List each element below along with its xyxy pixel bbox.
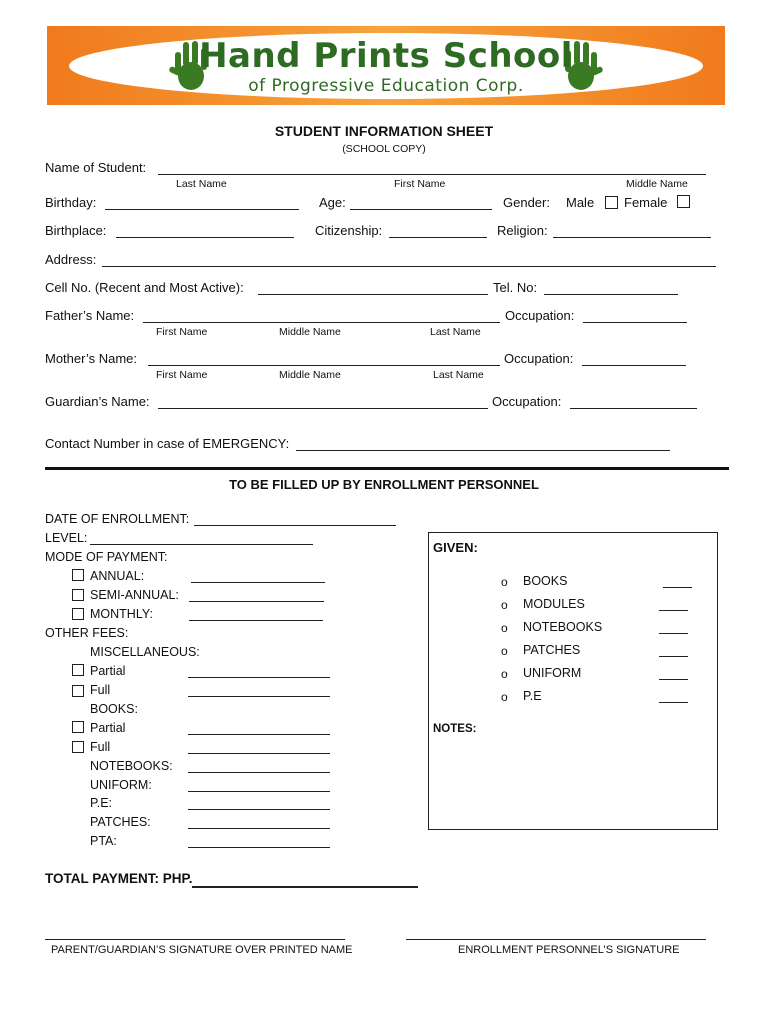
books-partial-label: Partial: [90, 721, 126, 735]
emergency-contact-label: Contact Number in case of EMERGENCY:: [45, 436, 290, 451]
father-last-name-caption: Last Name: [430, 326, 481, 338]
name-of-student-label: Name of Student:: [45, 160, 147, 175]
level-line[interactable]: [90, 544, 313, 545]
section-divider: [45, 467, 729, 470]
gender-label: Gender:: [503, 195, 550, 210]
guardian-occupation-line[interactable]: [570, 408, 697, 409]
citizenship-line[interactable]: [389, 237, 487, 238]
citizenship-label: Citizenship:: [315, 223, 383, 238]
school-name: Hand Prints School: [199, 36, 573, 76]
school-banner: [47, 26, 725, 105]
date-of-enrollment-line[interactable]: [194, 525, 396, 526]
age-line[interactable]: [350, 209, 492, 210]
patches-fee-line[interactable]: [188, 828, 330, 829]
parent-signature-caption: PARENT/GUARDIAN’S SIGNATURE OVER PRINTED NAME: [51, 944, 353, 956]
given-title: GIVEN:: [433, 540, 478, 555]
given-item-modules: MODULES: [523, 597, 585, 611]
given-item-patches: PATCHES: [523, 643, 581, 657]
annual-label: ANNUAL:: [90, 569, 145, 583]
religion-line[interactable]: [553, 237, 711, 238]
given-bullet: o: [501, 598, 508, 612]
given-bullet: o: [501, 621, 508, 635]
books-partial-checkbox[interactable]: [72, 721, 84, 733]
male-checkbox[interactable]: [605, 196, 618, 209]
total-payment-line[interactable]: [192, 886, 418, 888]
guardian-name-label: Guardian’s Name:: [45, 394, 150, 409]
semi-annual-line[interactable]: [189, 601, 324, 602]
given-item-notebooks: NOTEBOOKS: [523, 620, 603, 634]
monthly-label: MONTHLY:: [90, 607, 153, 621]
books-full-checkbox[interactable]: [72, 741, 84, 753]
mother-occupation-label: Occupation:: [504, 351, 574, 366]
guardian-occupation-label: Occupation:: [492, 394, 562, 409]
notebooks-fee-line[interactable]: [188, 772, 330, 773]
mother-occupation-line[interactable]: [582, 365, 686, 366]
guardian-name-line[interactable]: [158, 408, 488, 409]
father-name-label: Father’s Name:: [45, 308, 135, 323]
birthplace-line[interactable]: [116, 237, 294, 238]
books-partial-line[interactable]: [188, 734, 330, 735]
cell-no-line[interactable]: [258, 294, 488, 295]
books-full-label: Full: [90, 740, 111, 754]
total-payment-label: TOTAL PAYMENT: PHP.: [45, 871, 193, 886]
last-name-caption: Last Name: [176, 178, 227, 190]
pta-fee-line[interactable]: [188, 847, 330, 848]
given-bullet: o: [501, 667, 508, 681]
monthly-line[interactable]: [189, 620, 323, 621]
notes-label: NOTES:: [433, 723, 477, 735]
uniform-fee-line[interactable]: [188, 791, 330, 792]
annual-checkbox[interactable]: [72, 569, 84, 581]
misc-partial-checkbox[interactable]: [72, 664, 84, 676]
notebooks-fee-label: NOTEBOOKS:: [90, 759, 173, 773]
male-label: Male: [566, 195, 595, 210]
mother-first-name-caption: First Name: [156, 369, 208, 381]
name-of-student-line[interactable]: [158, 174, 706, 175]
misc-partial-label: Partial: [90, 664, 126, 678]
female-checkbox[interactable]: [677, 195, 690, 208]
tel-no-label: Tel. No:: [493, 280, 538, 295]
mother-last-name-caption: Last Name: [433, 369, 484, 381]
given-bullet: o: [501, 575, 508, 589]
other-fees-label: OTHER FEES:: [45, 626, 129, 640]
age-label: Age:: [319, 195, 346, 210]
page-subtitle: (SCHOOL COPY): [342, 143, 426, 155]
first-name-caption: First Name: [394, 178, 446, 190]
middle-name-caption: Middle Name: [626, 178, 688, 190]
given-patches-line[interactable]: [659, 656, 688, 657]
level-label: LEVEL:: [45, 531, 88, 545]
birthday-label: Birthday:: [45, 195, 97, 210]
father-occupation-line[interactable]: [583, 322, 687, 323]
books-full-line[interactable]: [188, 753, 330, 754]
patches-fee-label: PATCHES:: [90, 815, 151, 829]
cell-no-label: Cell No. (Recent and Most Active):: [45, 280, 244, 295]
given-bullet: o: [501, 690, 508, 704]
mother-name-line[interactable]: [148, 365, 500, 366]
religion-label: Religion:: [497, 223, 548, 238]
misc-partial-line[interactable]: [188, 677, 330, 678]
given-modules-line[interactable]: [659, 610, 688, 611]
address-line[interactable]: [102, 266, 716, 267]
misc-full-checkbox[interactable]: [72, 685, 84, 697]
given-bullet: o: [501, 644, 508, 658]
personnel-signature-caption: ENROLLMENT PERSONNEL’S SIGNATURE: [458, 944, 680, 956]
father-name-line[interactable]: [143, 322, 500, 323]
father-middle-name-caption: Middle Name: [279, 326, 341, 338]
pe-fee-label: P.E:: [90, 796, 113, 810]
mode-of-payment-label: MODE OF PAYMENT:: [45, 550, 168, 564]
mother-name-label: Mother’s Name:: [45, 351, 137, 366]
school-subtitle: of Progressive Education Corp.: [248, 76, 524, 96]
semi-annual-checkbox[interactable]: [72, 589, 84, 601]
misc-full-line[interactable]: [188, 696, 330, 697]
birthday-line[interactable]: [105, 209, 299, 210]
pta-fee-label: PTA:: [90, 834, 117, 848]
personnel-signature-line[interactable]: [406, 939, 706, 940]
given-box: [428, 532, 718, 830]
tel-no-line[interactable]: [544, 294, 678, 295]
female-label: Female: [624, 195, 668, 210]
monthly-checkbox[interactable]: [72, 608, 84, 620]
given-books-line[interactable]: [663, 587, 692, 588]
misc-full-label: Full: [90, 683, 111, 697]
miscellaneous-label: MISCELLANEOUS:: [90, 645, 200, 659]
enrollment-heading: TO BE FILLED UP BY ENROLLMENT PERSONNEL: [229, 477, 539, 492]
semi-annual-label: SEMI-ANNUAL:: [90, 588, 179, 602]
page-title: STUDENT INFORMATION SHEET: [274, 123, 494, 139]
date-of-enrollment-label: DATE OF ENROLLMENT:: [45, 512, 190, 526]
pe-fee-line[interactable]: [188, 809, 330, 810]
given-item-uniform: UNIFORM: [523, 666, 582, 680]
mother-middle-name-caption: Middle Name: [279, 369, 341, 381]
father-first-name-caption: First Name: [156, 326, 208, 338]
parent-signature-line[interactable]: [45, 939, 345, 940]
given-item-books: BOOKS: [523, 574, 568, 588]
annual-line[interactable]: [191, 582, 325, 583]
uniform-fee-label: UNIFORM:: [90, 778, 152, 792]
given-item-pe: P.E: [523, 689, 542, 703]
given-pe-line[interactable]: [659, 702, 688, 703]
birthplace-label: Birthplace:: [45, 223, 107, 238]
emergency-contact-line[interactable]: [296, 450, 670, 451]
given-uniform-line[interactable]: [659, 679, 688, 680]
given-notebooks-line[interactable]: [659, 633, 688, 634]
books-fee-label: BOOKS:: [90, 702, 138, 716]
address-label: Address:: [45, 252, 97, 267]
father-occupation-label: Occupation:: [505, 308, 575, 323]
